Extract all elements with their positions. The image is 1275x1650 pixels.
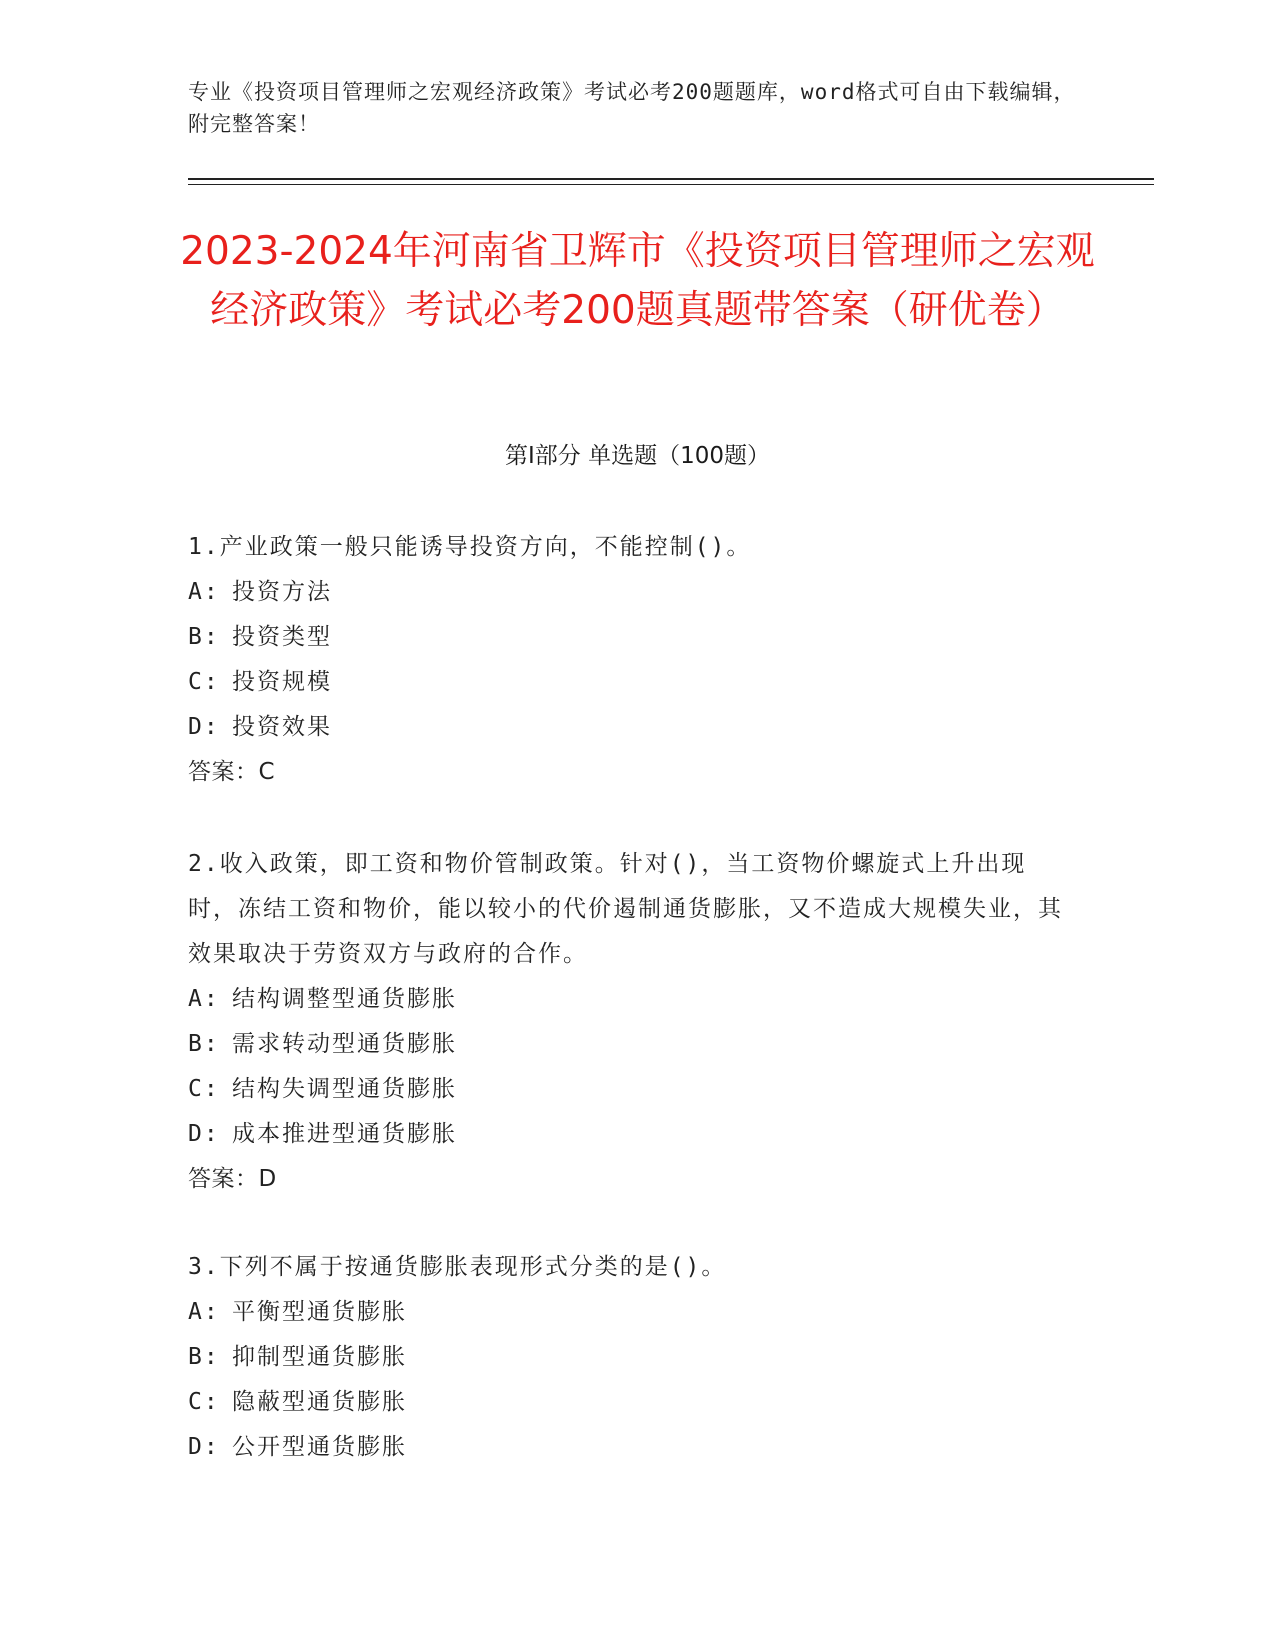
option-text: 结构调整型通货膨胀 — [232, 986, 457, 1012]
option-a — [188, 1290, 1068, 1335]
question-2 — [188, 842, 1068, 1202]
option-c — [188, 1067, 1068, 1112]
section-heading: 第I部分 单选题（100题） — [505, 443, 770, 469]
option-c — [188, 660, 1068, 705]
question-stem: 2.收入政策，即工资和物价管制政策。针对()，当工资物价螺旋式上升出现时，冻结工资和物价，能以较小的代价遏制通货膨胀，又不造成大规模失业，其效果取决于劳资双方与政府的合作。 — [188, 851, 1063, 967]
answer-line: 答案：C — [188, 759, 276, 785]
option-b — [188, 1022, 1068, 1067]
option-d — [188, 1112, 1068, 1157]
option-text: 投资方法 — [232, 579, 332, 605]
question-stem: 1.产业政策一般只能诱导投资方向，不能控制()。 — [188, 534, 752, 560]
option-text: 成本推进型通货膨胀 — [232, 1121, 457, 1147]
header-note: 专业《投资项目管理师之宏观经济政策》考试必考200题题库，word格式可自由下载编辑，附完整答案！ — [188, 80, 1076, 136]
option-letter: C: — [188, 1076, 220, 1102]
option-text: 隐蔽型通货膨胀 — [232, 1389, 407, 1415]
option-letter: D: — [188, 1121, 220, 1147]
option-letter: B: — [188, 1344, 220, 1370]
option-letter: B: — [188, 1031, 220, 1057]
option-letter: A: — [188, 986, 220, 1012]
option-text: 投资效果 — [232, 714, 332, 740]
option-text: 抑制型通货膨胀 — [232, 1344, 407, 1370]
option-d — [188, 705, 1068, 750]
option-letter: C: — [188, 1389, 220, 1415]
option-text: 投资规模 — [232, 669, 332, 695]
option-text: 需求转动型通货膨胀 — [232, 1031, 457, 1057]
option-text: 结构失调型通货膨胀 — [232, 1076, 457, 1102]
option-letter: B: — [188, 624, 220, 650]
option-letter: D: — [188, 1434, 220, 1460]
answer-line: 答案：D — [188, 1166, 277, 1192]
option-a — [188, 977, 1068, 1022]
option-letter: C: — [188, 669, 220, 695]
option-a — [188, 570, 1068, 615]
option-letter: A: — [188, 579, 220, 605]
option-letter: D: — [188, 714, 220, 740]
option-b — [188, 1335, 1068, 1380]
option-text: 平衡型通货膨胀 — [232, 1299, 407, 1325]
question-stem: 3.下列不属于按通货膨胀表现形式分类的是()。 — [188, 1254, 727, 1280]
option-letter: A: — [188, 1299, 220, 1325]
question-3 — [188, 1245, 1068, 1470]
option-b — [188, 615, 1068, 660]
header-divider-thick — [188, 178, 1154, 180]
option-d — [188, 1425, 1068, 1470]
document-title: 2023-2024年河南省卫辉市《投资项目管理师之宏观经济政策》考试必考200题真题带答案（研优卷） — [180, 229, 1095, 333]
question-1 — [188, 525, 1068, 795]
option-text: 公开型通货膨胀 — [232, 1434, 407, 1460]
option-c — [188, 1380, 1068, 1425]
option-text: 投资类型 — [232, 624, 332, 650]
header-divider-thin — [188, 184, 1154, 185]
